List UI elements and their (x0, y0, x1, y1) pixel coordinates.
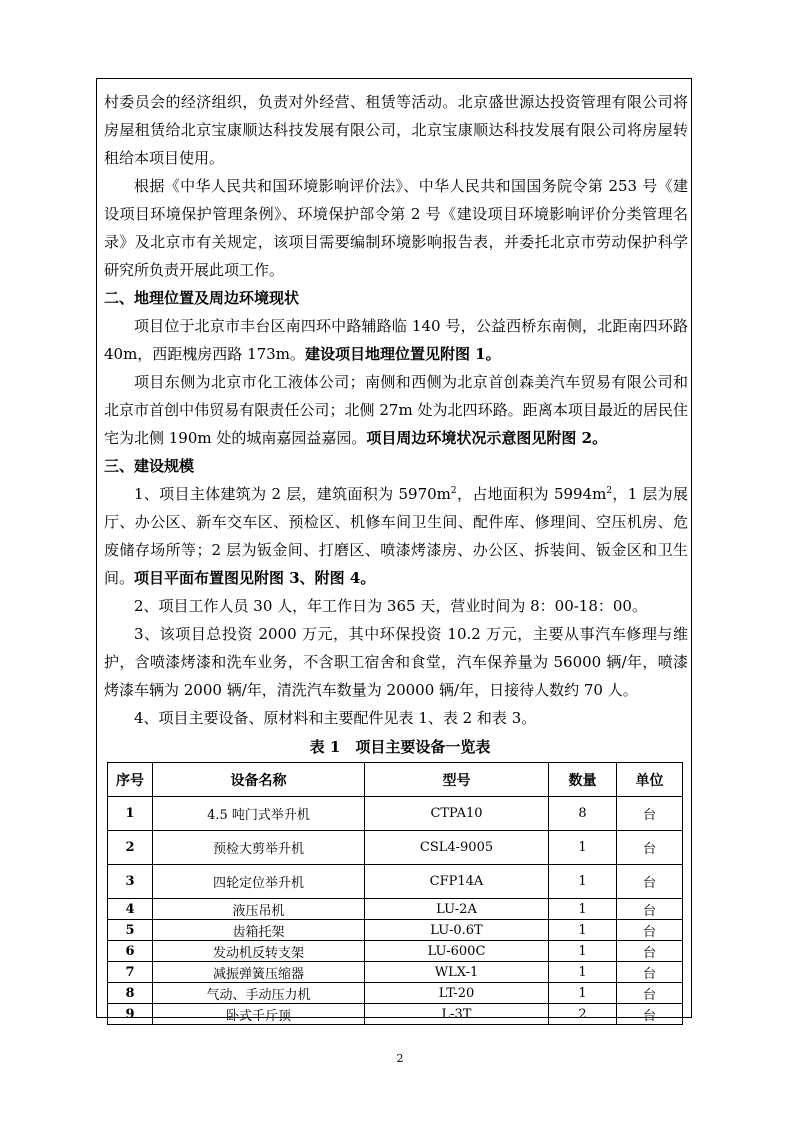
cell-qty: 1 (549, 962, 617, 983)
cell-unit: 台 (617, 831, 683, 865)
section-heading-location: 二、地理位置及周边环境现状 (104, 289, 300, 307)
paragraph-legal-basis: 根据《中华人民共和国环境影响评价法》、中华人民共和国国务院令第 253 号《建设项目环境保护管理条例》、环境保护部令第 2 号《建设项目环境影响评价分类管理名录》及北京市有关规定，该项目需要编制环境影响报告表，并委托北京市劳动保护科学研究所负责开展此项工作。 (104, 177, 688, 279)
cell-qty: 1 (549, 941, 617, 962)
table-row (108, 920, 683, 941)
location-figure-ref: 建设项目地理位置见附图 1。 (304, 345, 501, 363)
paragraph-building (104, 480, 688, 592)
cell-name: 卧式千斤顶 (153, 1004, 365, 1025)
cell-unit: 台 (617, 983, 683, 1004)
cell-no: 3 (108, 865, 153, 899)
cell-model: WLX-1 (365, 962, 549, 983)
header-qty: 数量 (549, 763, 617, 797)
header-no: 序号 (108, 763, 153, 797)
cell-name: 4.5 吨门式举升机 (153, 797, 365, 831)
cell-qty: 1 (549, 831, 617, 865)
cell-no: 5 (108, 920, 153, 941)
header-model: 型号 (365, 763, 549, 797)
cell-name: 气动、手动压力机 (153, 983, 365, 1004)
cell-model: LT-20 (365, 983, 549, 1004)
paragraph-lease: 村委员会的经济组织，负责对外经营、租赁等活动。北京盛世源达投资管理有限公司将房屋租赁给北京宝康顺达科技发展有限公司，北京宝康顺达科技发展有限公司将房屋转租给本项目使用。 (104, 93, 688, 167)
cell-model: CFP14A (365, 865, 549, 899)
building-figure-ref: 项目平面布置图见附图 3、附图 4。 (134, 569, 376, 587)
building-text-b: ，占地面积为 5994m (456, 485, 607, 503)
building-sup-2: 2 (606, 486, 613, 496)
table-row (108, 899, 683, 920)
cell-unit: 台 (617, 797, 683, 831)
building-text-a: 1、项目主体建筑为 2 层，建筑面积为 5970m (134, 485, 451, 503)
cell-unit: 台 (617, 920, 683, 941)
cell-no: 9 (108, 1004, 153, 1025)
cell-qty: 8 (549, 797, 617, 831)
paragraph-location (104, 312, 688, 368)
surroundings-figure-ref: 项目周边环境状况示意图见附图 2。 (366, 429, 608, 447)
section-heading-scale: 三、建设规模 (104, 457, 195, 475)
cell-no: 2 (108, 831, 153, 865)
cell-unit: 台 (617, 1004, 683, 1025)
cell-no: 4 (108, 899, 153, 920)
table-row (108, 865, 683, 899)
cell-no: 8 (108, 983, 153, 1004)
paragraph-surroundings (104, 368, 688, 452)
cell-no: 1 (108, 797, 153, 831)
table-header-row (108, 763, 683, 797)
paragraph-equipment-intro: 4、项目主要设备、原材料和主要配件见表 1、表 2 和表 3。 (134, 709, 537, 727)
document-body (104, 88, 688, 732)
cell-model: CTPA10 (365, 797, 549, 831)
cell-qty: 1 (549, 865, 617, 899)
table-title: 表 1 项目主要设备一览表 (309, 738, 491, 756)
cell-name: 减振弹簧压缩器 (153, 962, 365, 983)
header-name: 设备名称 (153, 763, 365, 797)
cell-qty: 1 (549, 983, 617, 1004)
header-unit: 单位 (617, 763, 683, 797)
paragraph-staff: 2、项目工作人员 30 人，年工作日为 365 天，营业时间为 8：00-18：00。 (134, 597, 647, 615)
location-text: 项目位于北京市丰台区南四环中路辅路临 140 号，公益西桥东南侧，北距南四环路 40m，西距槐房西路 173m。 (104, 317, 688, 363)
cell-unit: 台 (617, 899, 683, 920)
paragraph-investment: 3、该项目总投资 2000 万元，其中环保投资 10.2 万元，主要从事汽车修理与维护，含喷漆烤漆和洗车业务，不含职工宿舍和食堂，汽车保养量为 56000 辆/年，喷漆烤漆车辆为 2000 辆/年，清洗汽车数量为 20000 辆/年，日接待人数约 70 人。 (104, 625, 688, 699)
building-sup-1: 2 (450, 486, 457, 496)
cell-model: LU-0.6T (365, 920, 549, 941)
cell-no: 7 (108, 962, 153, 983)
table-row (108, 941, 683, 962)
table-row (108, 1004, 683, 1025)
cell-model: LU-2A (365, 899, 549, 920)
cell-name: 预检大剪举升机 (153, 831, 365, 865)
cell-model: CSL4-9005 (365, 831, 549, 865)
equipment-table (107, 762, 683, 1025)
cell-unit: 台 (617, 941, 683, 962)
table-row (108, 962, 683, 983)
cell-name: 四轮定位举升机 (153, 865, 365, 899)
building-text-c: ，1 层为展厅、办公区、新车交车区、预检区、机修车间卫生间、配件库、修理间、空压机房、危废储存场所等；2 层为钣金间、打磨区、喷漆烤漆房、办公区、拆装间、钣金区和卫生间。 (104, 485, 689, 587)
cell-no: 6 (108, 941, 153, 962)
table-row (108, 797, 683, 831)
cell-unit: 台 (617, 962, 683, 983)
cell-model: LU-600C (365, 941, 549, 962)
table-row (108, 983, 683, 1004)
cell-name: 发动机反转支架 (153, 941, 365, 962)
table-row (108, 831, 683, 865)
page-number: 2 (396, 1052, 404, 1065)
cell-qty: 1 (549, 899, 617, 920)
cell-qty: 1 (549, 920, 617, 941)
cell-model: L-3T (365, 1004, 549, 1025)
cell-qty: 2 (549, 1004, 617, 1025)
cell-name: 液压吊机 (153, 899, 365, 920)
cell-name: 齿箱托架 (153, 920, 365, 941)
cell-unit: 台 (617, 865, 683, 899)
surroundings-text: 项目东侧为北京市化工液体公司；南侧和西侧为北京首创森美汽车贸易有限公司和北京市首创中伟贸易有限责任公司；北侧 27m 处为北四环路。距离本项目最近的居民住宅为北侧 190m 处的城南嘉园益嘉园。 (104, 373, 688, 447)
